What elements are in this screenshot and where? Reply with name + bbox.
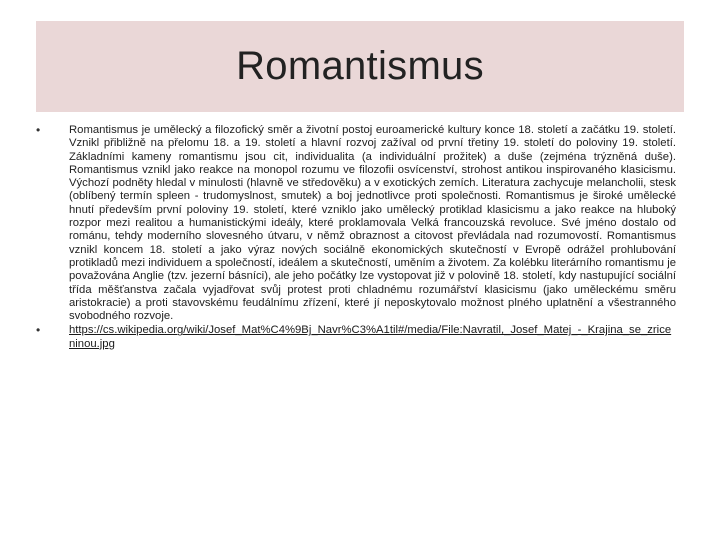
bullet-dot-icon: • [36,323,41,338]
title-banner [36,21,684,112]
source-link[interactable]: https://cs.wikipedia.org/wiki/Josef_Mat%C4%9Bj_Navr%C3%A1til#/media/File:Navratil,_Josef_Matej_-_Krajina_se_zriceninou.jpg [69,324,672,350]
slide-title: Romantismus [236,44,484,88]
bullet-list [36,124,676,351]
list-item [36,124,676,323]
bullet-dot-icon: • [36,123,41,137]
list-item [36,324,676,351]
paragraph-text: Romantismus je umělecký a filozofický směr a životní postoj euroamerické kultury konce 18. století a začátku 19. století. Vznikl přibližně na přelomu 18. a 19. století a hlavní rozvoj zažíval od první třetiny 19. století do poloviny 19. století. Základními kameny romantismu jsou cit, individualita (a individuální prožitek) a duše (zejména trýzněná duše). Romantismus vznikl jako reakce na monopol rozumu ve filozofii osvícenství, strohost antikou inspirovaného klasicismu. Výchozí podněty hledal v minulosti (hlavně ve středověku) a v exotických zemích. Literatura zachycuje melancholii, stesk (oblíbený termín spleen - trudomyslnost, smutek) a boj jednotlivce proti společnosti. Romantismus je široké umělecké hnutí především první poloviny 19. století, které vzniklo jako umělecký protiklad klasicismu a jako reakce na hluboký rozpor mezi realitou a humanistickými ideály, které proklamovala Velká francouzská revoluce. Své jméno dostalo od románu, tehdy moderního slovesného útvaru, v němž obraznost a citovost převládala nad rozumovostí. Romantismus vznikl koncem 18. století a jako výraz nových sociálně ekonomických skutečností v Evropě odrážel prohlubování protikladů mezi individuem a společností, ideálem a skutečností, uměním a životem. Za kolébku literárního romantismu je považována Anglie (tzv. jezerní básníci), ale jeho počátky lze vystopovat již v polovině 18. století, kdy nastupující sociální třída měšťanstva začala vyjadřovat svůj protest proti chladnému rozumářství klasicismu (jako uměleckému směru aristokracie) a proti stavovskému feudálnímu zřízení, které jí neposkytovalo možnost plného uplatnění a všestranného svobodného rozvoje. [69,124,676,323]
